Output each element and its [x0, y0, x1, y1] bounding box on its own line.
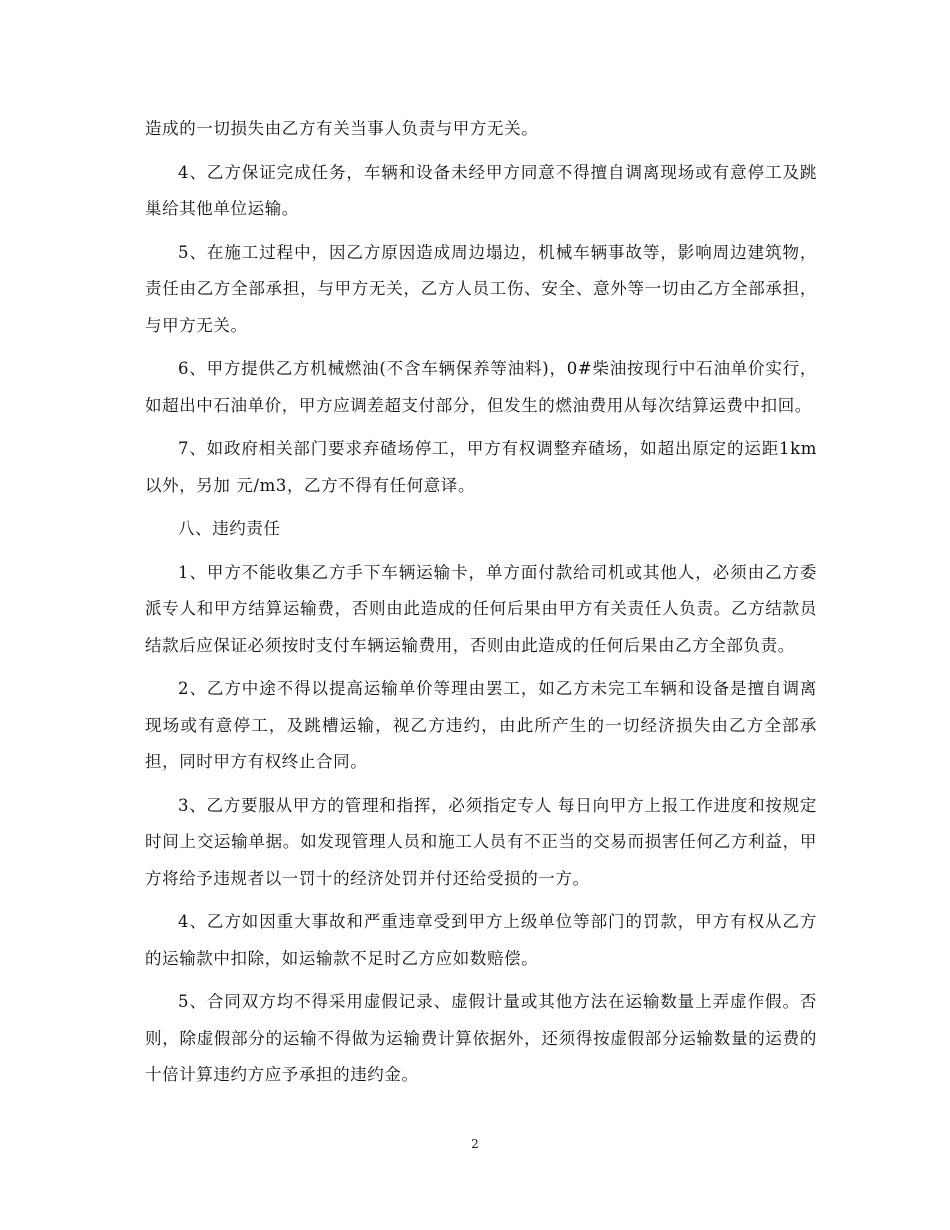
paragraph-breach-5: 5、合同双方均不得采用虚假记录、虚假计量或其他方法在运输数量上弄虚作假。否则，除虚假部分的运输不得做为运输费计算依据外，还须得按虚假部分运输数量的运费的十倍计算违约方应予承担的违约金。 — [145, 992, 817, 1084]
paragraph-continuation: 造成的一切损失由乙方有关当事人负责与甲方无关。 — [145, 119, 539, 138]
paragraph-clause-5-construction: 5、在施工过程中，因乙方原因造成周边塌边，机械车辆事故等，影响周边建筑物，责任由乙方全部承担，与甲方无关，乙方人员工伤、安全、意外等一切由乙方全部承担，与甲方无关。 — [145, 242, 817, 335]
paragraph-clause-7-dump-site: 7、如政府相关部门要求弃碴场停工，甲方有权调整弃碴场，如超出原定的运距1km以外，另加 元/m3，乙方不得有任何意译。 — [145, 439, 817, 495]
paragraph-breach-2: 2、乙方中途不得以提高运输单价等理由罢工，如乙方未完工车辆和设备是擅自调离现场或有意停工，及跳槽运输，视乙方违约，由此所产生的一切经济损失由乙方全部承担，同时甲方有权终止合同。 — [145, 679, 817, 771]
paragraph-clause-6-fuel: 6、甲方提供乙方机械燃油(不含车辆保养等油料)，0#柴油按现行中石油单价实行，如超出中石油单价，甲方应调差超支付部分，但发生的燃油费用从每次结算运费中扣回。 — [145, 359, 817, 415]
section-heading-breach: 八、违约责任 — [178, 519, 281, 538]
paragraph-clause-4-vehicles: 4、乙方保证完成任务，车辆和设备未经甲方同意不得擅自调离现场或有意停工及跳巢给其他单位运输。 — [145, 162, 817, 218]
document-body — [145, 111, 817, 1101]
page-number: 2 — [471, 1137, 479, 1151]
paragraph-breach-3: 3、乙方要服从甲方的管理和指挥，必须指定专人 每日向甲方上报工作进度和按规定时间上交运输单据。如发现管理人员和施工人员有不正当的交易而损害任何乙方利益，甲方将给予违规者以一罚十的经济处罚并付还给受损的一方。 — [145, 795, 817, 888]
paragraph-breach-1: 1、甲方不能收集乙方手下车辆运输卡，单方面付款给司机或其他人，必须由乙方委派专人和甲方结算运输费，否则由此造成的任何后果由甲方有关责任人负责。乙方结款员结款后应保证必须按时支付车辆运输费用，否则由此造成的任何后果由乙方全部负责。 — [145, 562, 817, 655]
paragraph-breach-4: 4、乙方如因重大事故和严重违章受到甲方上级单位等部门的罚款，甲方有权从乙方的运输款中扣除，如运输款不足时乙方应如数赔偿。 — [145, 912, 817, 968]
